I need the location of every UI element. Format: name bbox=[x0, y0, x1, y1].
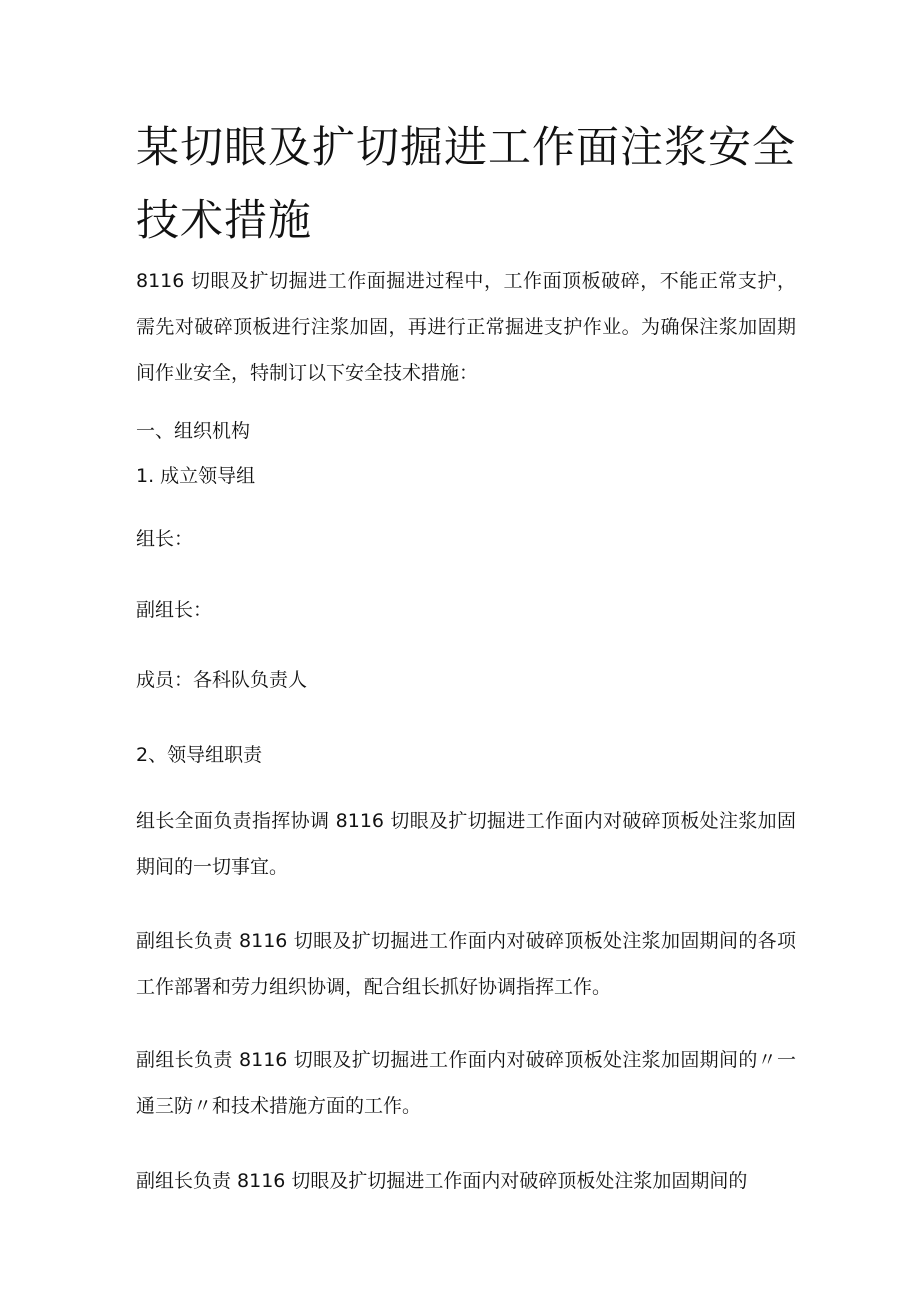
duty-paragraph-deputy-3: 副组长负责 8116 切眼及扩切掘进工作面内对破碎顶板处注浆加固期间的 bbox=[136, 1170, 748, 1192]
intro-paragraph: 8116 切眼及扩切掘进工作面掘进过程中，工作面顶板破碎，不能正常支护，需先对破碎顶板进行注浆加固，再进行正常掘进支护作业。为确保注浆加固期间作业安全，特制订以下安全技术措施： bbox=[136, 270, 796, 384]
item-heading-duties: 2、领导组职责 bbox=[136, 744, 263, 766]
section-heading-organization: 一、组织机构 bbox=[136, 420, 251, 442]
leader-label: 组长： bbox=[136, 528, 194, 550]
deputy-leader-label: 副组长： bbox=[136, 599, 213, 621]
duty-paragraph-deputy-1: 副组长负责 8116 切眼及扩切掘进工作面内对破碎顶板处注浆加固期间的各项工作部署和劳力组织协调，配合组长抓好协调指挥工作。 bbox=[136, 930, 796, 998]
document-title: 某切眼及扩切掘进工作面注浆安全技术措施 bbox=[136, 123, 796, 246]
duty-paragraph-deputy-2: 副组长负责 8116 切眼及扩切掘进工作面内对破碎顶板处注浆加固期间的〃一通三防〃和技术措施方面的工作。 bbox=[136, 1049, 796, 1117]
duty-paragraph-leader: 组长全面负责指挥协调 8116 切眼及扩切掘进工作面内对破碎顶板处注浆加固期间的一切事宜。 bbox=[136, 810, 796, 878]
members-line: 成员：各科队负责人 bbox=[136, 669, 308, 691]
item-heading-leadership-group: 1. 成立领导组 bbox=[136, 465, 256, 487]
